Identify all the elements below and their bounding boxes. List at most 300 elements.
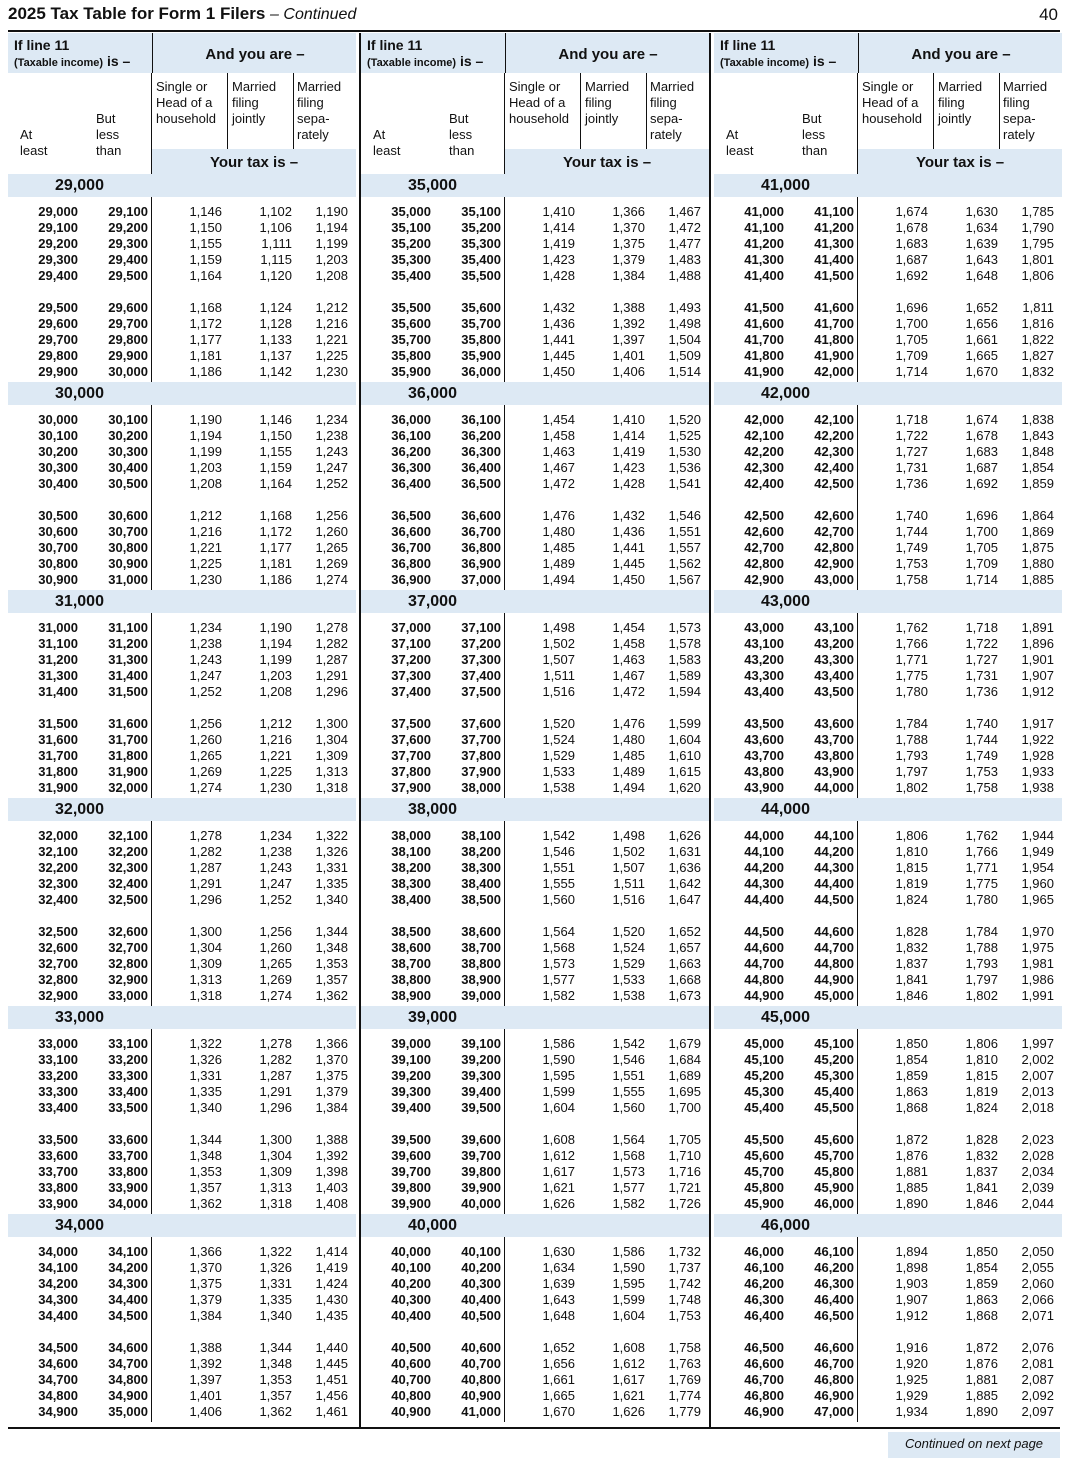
married-jointly-tax-value: 1,313 bbox=[259, 1180, 292, 1195]
income-section bbox=[714, 1006, 1062, 1214]
married-separately-tax-value: 1,642 bbox=[668, 876, 701, 891]
section-heading-bar bbox=[714, 798, 1062, 821]
married-separately-tax-value: 1,742 bbox=[668, 1276, 701, 1291]
single-tax-value: 1,907 bbox=[895, 1292, 928, 1307]
married-separately-tax-value: 1,657 bbox=[668, 940, 701, 955]
at-least-value: 44,000 bbox=[744, 828, 784, 843]
at-least-value: 44,600 bbox=[744, 940, 784, 955]
at-least-value: 33,800 bbox=[38, 1180, 78, 1195]
single-tax-value: 1,802 bbox=[895, 780, 928, 795]
but-less-than-value: 44,400 bbox=[814, 876, 854, 891]
single-tax-value: 1,269 bbox=[189, 764, 222, 779]
table-row bbox=[8, 332, 356, 348]
but-less-than-value: 40,600 bbox=[461, 1340, 501, 1355]
married-jointly-tax-value: 1,692 bbox=[965, 476, 998, 491]
but-less-than-value: 47,000 bbox=[814, 1404, 854, 1419]
married-separately-tax-value: 1,705 bbox=[668, 1132, 701, 1147]
but-less-than-value: 34,400 bbox=[108, 1292, 148, 1307]
single-tax-value: 1,428 bbox=[542, 268, 575, 283]
at-least-value: 43,700 bbox=[744, 748, 784, 763]
but-less-than-value: 37,300 bbox=[461, 652, 501, 667]
table-row bbox=[8, 1036, 356, 1052]
married-jointly-tax-value: 1,436 bbox=[612, 524, 645, 539]
married-jointly-tax-value: 1,172 bbox=[259, 524, 292, 539]
married-separately-tax-value: 1,753 bbox=[668, 1308, 701, 1323]
married-separately-tax-value: 1,599 bbox=[668, 716, 701, 731]
married-separately-tax-value: 2,018 bbox=[1021, 1100, 1054, 1115]
single-tax-value: 1,876 bbox=[895, 1148, 928, 1163]
married-jointly-tax-value: 1,876 bbox=[965, 1356, 998, 1371]
married-jointly-tax-value: 1,252 bbox=[259, 892, 292, 907]
married-jointly-tax-value: 1,472 bbox=[612, 684, 645, 699]
married-jointly-tax-value: 1,595 bbox=[612, 1276, 645, 1291]
but-less-than-value: 34,500 bbox=[108, 1308, 148, 1323]
section-heading-bar bbox=[361, 1006, 709, 1029]
income-section bbox=[361, 382, 709, 590]
married-jointly-tax-value: 1,520 bbox=[612, 924, 645, 939]
section-heading: 38,000 bbox=[408, 801, 457, 818]
married-jointly-tax-value: 1,304 bbox=[259, 1148, 292, 1163]
table-row bbox=[714, 988, 1062, 1004]
married-separately-tax-value: 1,344 bbox=[315, 924, 348, 939]
married-separately-tax-value: 1,445 bbox=[315, 1356, 348, 1371]
income-section bbox=[714, 174, 1062, 382]
at-least-value: 34,500 bbox=[38, 1340, 78, 1355]
section-heading: 35,000 bbox=[408, 177, 457, 194]
married-separately-tax-value: 1,498 bbox=[668, 316, 701, 331]
married-separately-tax-value: 1,578 bbox=[668, 636, 701, 651]
at-least-value: 38,300 bbox=[391, 876, 431, 891]
married-jointly-tax-value: 1,260 bbox=[259, 940, 292, 955]
married-jointly-tax-value: 1,771 bbox=[965, 860, 998, 875]
single-tax-value: 1,696 bbox=[895, 300, 928, 315]
but-less-than-value: 41,300 bbox=[814, 236, 854, 251]
married-jointly-tax-value: 1,881 bbox=[965, 1372, 998, 1387]
at-least-value: 42,900 bbox=[744, 572, 784, 587]
single-tax-value: 1,181 bbox=[189, 348, 222, 363]
but-less-than-value: 39,000 bbox=[461, 988, 501, 1003]
at-least-value: 31,300 bbox=[38, 668, 78, 683]
but-less-than-value: 45,300 bbox=[814, 1068, 854, 1083]
table-row bbox=[361, 364, 709, 380]
table-row bbox=[714, 924, 1062, 940]
at-least-value: 35,700 bbox=[391, 332, 431, 347]
table-row bbox=[714, 828, 1062, 844]
at-least-value: 30,000 bbox=[38, 412, 78, 427]
married-jointly-tax-value: 1,450 bbox=[612, 572, 645, 587]
married-jointly-tax-value: 1,859 bbox=[965, 1276, 998, 1291]
single-tax-value: 1,634 bbox=[542, 1260, 575, 1275]
married-jointly-tax-value: 1,181 bbox=[259, 556, 292, 571]
table-row bbox=[714, 716, 1062, 732]
single-tax-value: 1,758 bbox=[895, 572, 928, 587]
at-least-value: 31,400 bbox=[38, 684, 78, 699]
income-section bbox=[714, 590, 1062, 798]
at-least-value: 38,900 bbox=[391, 988, 431, 1003]
table-row bbox=[714, 780, 1062, 796]
married-jointly-tax-value: 1,265 bbox=[259, 956, 292, 971]
but-less-than-value: 38,100 bbox=[461, 828, 501, 843]
but-less-than-value: 46,100 bbox=[814, 1244, 854, 1259]
married-jointly-tax-value: 1,802 bbox=[965, 988, 998, 1003]
married-separately-tax-value: 1,296 bbox=[315, 684, 348, 699]
single-tax-value: 1,595 bbox=[542, 1068, 575, 1083]
table-row bbox=[8, 1148, 356, 1164]
married-jointly-tax-value: 1,348 bbox=[259, 1356, 292, 1371]
at-least-value: 44,100 bbox=[744, 844, 784, 859]
married-jointly-tax-value: 1,432 bbox=[612, 508, 645, 523]
married-separately-tax-value: 1,604 bbox=[668, 732, 701, 747]
table-row bbox=[361, 956, 709, 972]
but-less-than-value: 31,700 bbox=[108, 732, 148, 747]
and-you-are-label: And you are – bbox=[858, 33, 1063, 73]
table-row bbox=[361, 300, 709, 316]
at-least-value: 31,000 bbox=[38, 620, 78, 635]
at-least-value: 43,200 bbox=[744, 652, 784, 667]
table-row bbox=[361, 316, 709, 332]
married-jointly-tax-value: 1,841 bbox=[965, 1180, 998, 1195]
but-less-than-value: 29,400 bbox=[108, 252, 148, 267]
at-least-value: 45,100 bbox=[744, 1052, 784, 1067]
at-least-value: 35,100 bbox=[391, 220, 431, 235]
at-least-value: 30,600 bbox=[38, 524, 78, 539]
married-jointly-tax-value: 1,648 bbox=[965, 268, 998, 283]
but-less-than-value: 35,900 bbox=[461, 348, 501, 363]
married-separately-tax-value: 2,076 bbox=[1021, 1340, 1054, 1355]
married-separately-tax-value: 1,885 bbox=[1021, 572, 1054, 587]
married-separately-tax-value: 1,274 bbox=[315, 572, 348, 587]
table-row bbox=[8, 860, 356, 876]
at-least-value: 43,900 bbox=[744, 780, 784, 795]
married-separately-tax-value: 1,822 bbox=[1021, 332, 1054, 347]
table-row bbox=[8, 844, 356, 860]
table-row bbox=[361, 1388, 709, 1404]
table-row bbox=[8, 252, 356, 268]
married-jointly-tax-value: 1,634 bbox=[965, 220, 998, 235]
table-row bbox=[361, 620, 709, 636]
single-tax-value: 1,630 bbox=[542, 1244, 575, 1259]
single-tax-value: 1,357 bbox=[189, 1180, 222, 1195]
at-least-value: 37,200 bbox=[391, 652, 431, 667]
married-jointly-tax-value: 1,454 bbox=[612, 620, 645, 635]
table-row bbox=[361, 1052, 709, 1068]
married-separately-tax-value: 1,252 bbox=[315, 476, 348, 491]
single-tax-value: 1,670 bbox=[542, 1404, 575, 1419]
married-jointly-tax-value: 1,837 bbox=[965, 1164, 998, 1179]
married-separately-tax-value: 1,440 bbox=[315, 1340, 348, 1355]
married-jointly-tax-value: 1,419 bbox=[612, 444, 645, 459]
married-jointly-tax-value: 1,194 bbox=[259, 636, 292, 651]
at-least-value: 40,000 bbox=[391, 1244, 431, 1259]
but-less-than-value: 36,300 bbox=[461, 444, 501, 459]
table-row bbox=[361, 1260, 709, 1276]
married-jointly-tax-value: 1,384 bbox=[612, 268, 645, 283]
at-least-value: 40,700 bbox=[391, 1372, 431, 1387]
at-least-value: 37,000 bbox=[391, 620, 431, 635]
single-tax-value: 1,243 bbox=[189, 652, 222, 667]
but-less-than-label: But less than bbox=[449, 111, 475, 158]
divider bbox=[933, 73, 934, 149]
divider bbox=[227, 73, 228, 149]
at-least-value: 33,200 bbox=[38, 1068, 78, 1083]
table-row bbox=[714, 204, 1062, 220]
married-jointly-tax-value: 1,428 bbox=[612, 476, 645, 491]
married-jointly-tax-value: 1,357 bbox=[259, 1388, 292, 1403]
married-jointly-tax-value: 1,159 bbox=[259, 460, 292, 475]
married-separately-tax-value: 1,689 bbox=[668, 1068, 701, 1083]
single-tax-value: 1,480 bbox=[542, 524, 575, 539]
but-less-than-value: 40,700 bbox=[461, 1356, 501, 1371]
married-jointly-tax-value: 1,524 bbox=[612, 940, 645, 955]
married-separately-tax-value: 1,944 bbox=[1021, 828, 1054, 843]
table-row bbox=[8, 748, 356, 764]
single-tax-value: 1,252 bbox=[189, 684, 222, 699]
single-tax-value: 1,709 bbox=[895, 348, 928, 363]
table-row bbox=[361, 684, 709, 700]
married-separately-tax-value: 1,287 bbox=[315, 652, 348, 667]
table-row bbox=[8, 636, 356, 652]
but-less-than-value: 36,500 bbox=[461, 476, 501, 491]
married-separately-tax-value: 1,357 bbox=[315, 972, 348, 987]
continued-note: Continued on next page bbox=[888, 1432, 1060, 1458]
but-less-than-value: 33,400 bbox=[108, 1084, 148, 1099]
single-tax-value: 1,203 bbox=[189, 460, 222, 475]
married-separately-tax-value: 1,816 bbox=[1021, 316, 1054, 331]
table-row bbox=[714, 1276, 1062, 1292]
at-least-value: 46,900 bbox=[744, 1404, 784, 1419]
at-least-value: 33,500 bbox=[38, 1132, 78, 1147]
married-separately-tax-value: 1,243 bbox=[315, 444, 348, 459]
married-jointly-tax-value: 1,846 bbox=[965, 1196, 998, 1211]
section-heading-bar bbox=[8, 1214, 356, 1237]
at-least-value: 35,900 bbox=[391, 364, 431, 379]
married-jointly-tax-value: 1,590 bbox=[612, 1260, 645, 1275]
at-least-value: 29,600 bbox=[38, 316, 78, 331]
table-row bbox=[361, 1404, 709, 1420]
at-least-value: 29,900 bbox=[38, 364, 78, 379]
but-less-than-value: 30,400 bbox=[108, 460, 148, 475]
section-heading-bar bbox=[8, 174, 356, 197]
but-less-than-value: 38,400 bbox=[461, 876, 501, 891]
married-separately-tax-value: 1,710 bbox=[668, 1148, 701, 1163]
married-jointly-tax-value: 1,542 bbox=[612, 1036, 645, 1051]
at-least-value: 38,100 bbox=[391, 844, 431, 859]
married-jointly-tax-value: 1,423 bbox=[612, 460, 645, 475]
but-less-than-value: 34,000 bbox=[108, 1196, 148, 1211]
married-jointly-tax-value: 1,665 bbox=[965, 348, 998, 363]
married-jointly-tax-value: 1,480 bbox=[612, 732, 645, 747]
at-least-label: At least bbox=[373, 127, 401, 158]
table-row bbox=[361, 780, 709, 796]
at-least-value: 34,800 bbox=[38, 1388, 78, 1403]
married-jointly-tax-value: 1,612 bbox=[612, 1356, 645, 1371]
married-separately-tax-value: 1,631 bbox=[668, 844, 701, 859]
at-least-value: 35,000 bbox=[391, 204, 431, 219]
section-heading-bar bbox=[714, 1214, 1062, 1237]
single-tax-value: 1,172 bbox=[189, 316, 222, 331]
at-least-value: 46,600 bbox=[744, 1356, 784, 1371]
at-least-value: 45,200 bbox=[744, 1068, 784, 1083]
at-least-value: 31,700 bbox=[38, 748, 78, 763]
married-separately-tax-value: 1,668 bbox=[668, 972, 701, 987]
table-row bbox=[8, 1308, 356, 1324]
but-less-than-value: 45,400 bbox=[814, 1084, 854, 1099]
married-separately-tax-value: 1,806 bbox=[1021, 268, 1054, 283]
section-heading: 40,000 bbox=[408, 1217, 457, 1234]
but-less-than-value: 39,700 bbox=[461, 1148, 501, 1163]
section-heading: 39,000 bbox=[408, 1009, 457, 1026]
married-jointly-tax-value: 1,749 bbox=[965, 748, 998, 763]
table-row bbox=[361, 1244, 709, 1260]
married-separately-tax-value: 1,304 bbox=[315, 732, 348, 747]
single-tax-value: 1,705 bbox=[895, 332, 928, 347]
single-tax-value: 1,309 bbox=[189, 956, 222, 971]
married-separately-tax-value: 1,408 bbox=[315, 1196, 348, 1211]
but-less-than-value: 32,500 bbox=[108, 892, 148, 907]
married-separately-tax-value: 1,335 bbox=[315, 876, 348, 891]
married-jointly-tax-value: 1,146 bbox=[259, 412, 292, 427]
married-separately-tax-value: 1,551 bbox=[668, 524, 701, 539]
married-separately-tax-value: 1,557 bbox=[668, 540, 701, 555]
married-separately-tax-value: 1,435 bbox=[315, 1308, 348, 1323]
single-tax-value: 1,590 bbox=[542, 1052, 575, 1067]
table-row bbox=[8, 1244, 356, 1260]
table-row bbox=[361, 460, 709, 476]
married-jointly-tax-value: 1,546 bbox=[612, 1052, 645, 1067]
married-separately-tax-value: 1,419 bbox=[315, 1260, 348, 1275]
married-separately-tax-value: 1,546 bbox=[668, 508, 701, 523]
table-row bbox=[361, 1340, 709, 1356]
single-tax-value: 1,621 bbox=[542, 1180, 575, 1195]
married-separately-tax-value: 1,589 bbox=[668, 668, 701, 683]
married-jointly-tax-value: 1,604 bbox=[612, 1308, 645, 1323]
but-less-than-value: 35,700 bbox=[461, 316, 501, 331]
married-jointly-tax-value: 1,683 bbox=[965, 444, 998, 459]
table-row bbox=[361, 1196, 709, 1212]
married-separately-tax-value: 1,922 bbox=[1021, 732, 1054, 747]
but-less-than-value: 39,900 bbox=[461, 1180, 501, 1195]
table-row bbox=[8, 956, 356, 972]
married-separately-tax-value: 1,801 bbox=[1021, 252, 1054, 267]
single-tax-value: 1,146 bbox=[189, 204, 222, 219]
but-less-than-value: 42,600 bbox=[814, 508, 854, 523]
married-separately-tax-value: 1,331 bbox=[315, 860, 348, 875]
but-less-than-value: 45,800 bbox=[814, 1164, 854, 1179]
income-section bbox=[8, 798, 356, 1006]
at-least-value: 34,000 bbox=[38, 1244, 78, 1259]
at-least-value: 35,800 bbox=[391, 348, 431, 363]
married-jointly-tax-value: 1,212 bbox=[259, 716, 292, 731]
table-row bbox=[714, 732, 1062, 748]
married-jointly-tax-value: 1,639 bbox=[965, 236, 998, 251]
but-less-than-value: 45,600 bbox=[814, 1132, 854, 1147]
single-tax-value: 1,304 bbox=[189, 940, 222, 955]
single-tax-value: 1,199 bbox=[189, 444, 222, 459]
table-column-1 bbox=[8, 33, 356, 1429]
top-rule bbox=[8, 30, 1060, 32]
table-row bbox=[714, 1372, 1062, 1388]
married-separately-tax-value: 2,007 bbox=[1021, 1068, 1054, 1083]
married-separately-tax-value: 1,748 bbox=[668, 1292, 701, 1307]
married-jointly-tax-value: 1,388 bbox=[612, 300, 645, 315]
married-separately-tax-value: 1,594 bbox=[668, 684, 701, 699]
married-jointly-tax-value: 1,511 bbox=[613, 876, 645, 891]
but-less-than-value: 42,100 bbox=[814, 412, 854, 427]
single-tax-value: 1,419 bbox=[542, 236, 575, 251]
single-tax-value: 1,441 bbox=[542, 332, 575, 347]
table-row bbox=[714, 1036, 1062, 1052]
table-row bbox=[714, 1068, 1062, 1084]
at-least-value: 41,700 bbox=[744, 332, 784, 347]
at-least-value: 37,600 bbox=[391, 732, 431, 747]
single-tax-value: 1,498 bbox=[542, 620, 575, 635]
at-least-value: 34,200 bbox=[38, 1276, 78, 1291]
single-tax-value: 1,903 bbox=[895, 1276, 928, 1291]
table-row bbox=[8, 412, 356, 428]
married-jointly-tax-value: 1,300 bbox=[259, 1132, 292, 1147]
married-separately-tax-value: 1,403 bbox=[315, 1180, 348, 1195]
married-jointly-tax-value: 1,626 bbox=[612, 1404, 645, 1419]
at-least-value: 35,200 bbox=[391, 236, 431, 251]
married-separately-tax-value: 1,795 bbox=[1021, 236, 1054, 251]
at-least-value: 37,500 bbox=[391, 716, 431, 731]
but-less-than-value: 29,300 bbox=[108, 236, 148, 251]
married-separately-tax-value: 1,456 bbox=[315, 1388, 348, 1403]
married-jointly-tax-value: 1,687 bbox=[965, 460, 998, 475]
but-less-than-value: 40,200 bbox=[461, 1260, 501, 1275]
married-separately-tax-value: 1,472 bbox=[668, 220, 701, 235]
single-tax-value: 1,326 bbox=[189, 1052, 222, 1067]
at-least-value: 36,200 bbox=[391, 444, 431, 459]
table-row bbox=[714, 844, 1062, 860]
married-separately-tax-value: 1,949 bbox=[1021, 844, 1054, 859]
table-row bbox=[8, 1100, 356, 1116]
married-separately-tax-value: 1,779 bbox=[668, 1404, 701, 1419]
at-least-value: 42,700 bbox=[744, 540, 784, 555]
column-header bbox=[8, 33, 356, 174]
single-tax-value: 1,793 bbox=[895, 748, 928, 763]
single-tax-value: 1,467 bbox=[542, 460, 575, 475]
married-separately-tax-value: 1,896 bbox=[1021, 636, 1054, 651]
table-row bbox=[361, 940, 709, 956]
income-section bbox=[8, 590, 356, 798]
married-jointly-tax-value: 1,810 bbox=[965, 1052, 998, 1067]
single-tax-value: 1,573 bbox=[542, 956, 575, 971]
table-row bbox=[714, 476, 1062, 492]
divider bbox=[580, 73, 581, 149]
married-separately-tax-value: 1,379 bbox=[315, 1084, 348, 1099]
but-less-than-value: 37,400 bbox=[461, 668, 501, 683]
but-less-than-value: 41,600 bbox=[814, 300, 854, 315]
married-jointly-tax-value: 1,700 bbox=[965, 524, 998, 539]
at-least-value: 29,200 bbox=[38, 236, 78, 251]
income-section bbox=[8, 1214, 356, 1422]
married-jointly-label: Married filing jointly bbox=[585, 79, 630, 126]
single-tax-value: 1,159 bbox=[189, 252, 222, 267]
single-tax-value: 1,291 bbox=[189, 876, 222, 891]
married-jointly-tax-value: 1,128 bbox=[259, 316, 292, 331]
at-least-value: 46,800 bbox=[744, 1388, 784, 1403]
table-row bbox=[714, 460, 1062, 476]
at-least-value: 40,100 bbox=[391, 1260, 431, 1275]
married-separately-tax-value: 2,087 bbox=[1021, 1372, 1054, 1387]
married-separately-tax-value: 1,769 bbox=[668, 1372, 701, 1387]
married-separately-tax-value: 1,986 bbox=[1021, 972, 1054, 987]
married-jointly-tax-value: 1,414 bbox=[612, 428, 645, 443]
table-row bbox=[361, 556, 709, 572]
table-row bbox=[361, 1356, 709, 1372]
at-least-value: 39,700 bbox=[391, 1164, 431, 1179]
